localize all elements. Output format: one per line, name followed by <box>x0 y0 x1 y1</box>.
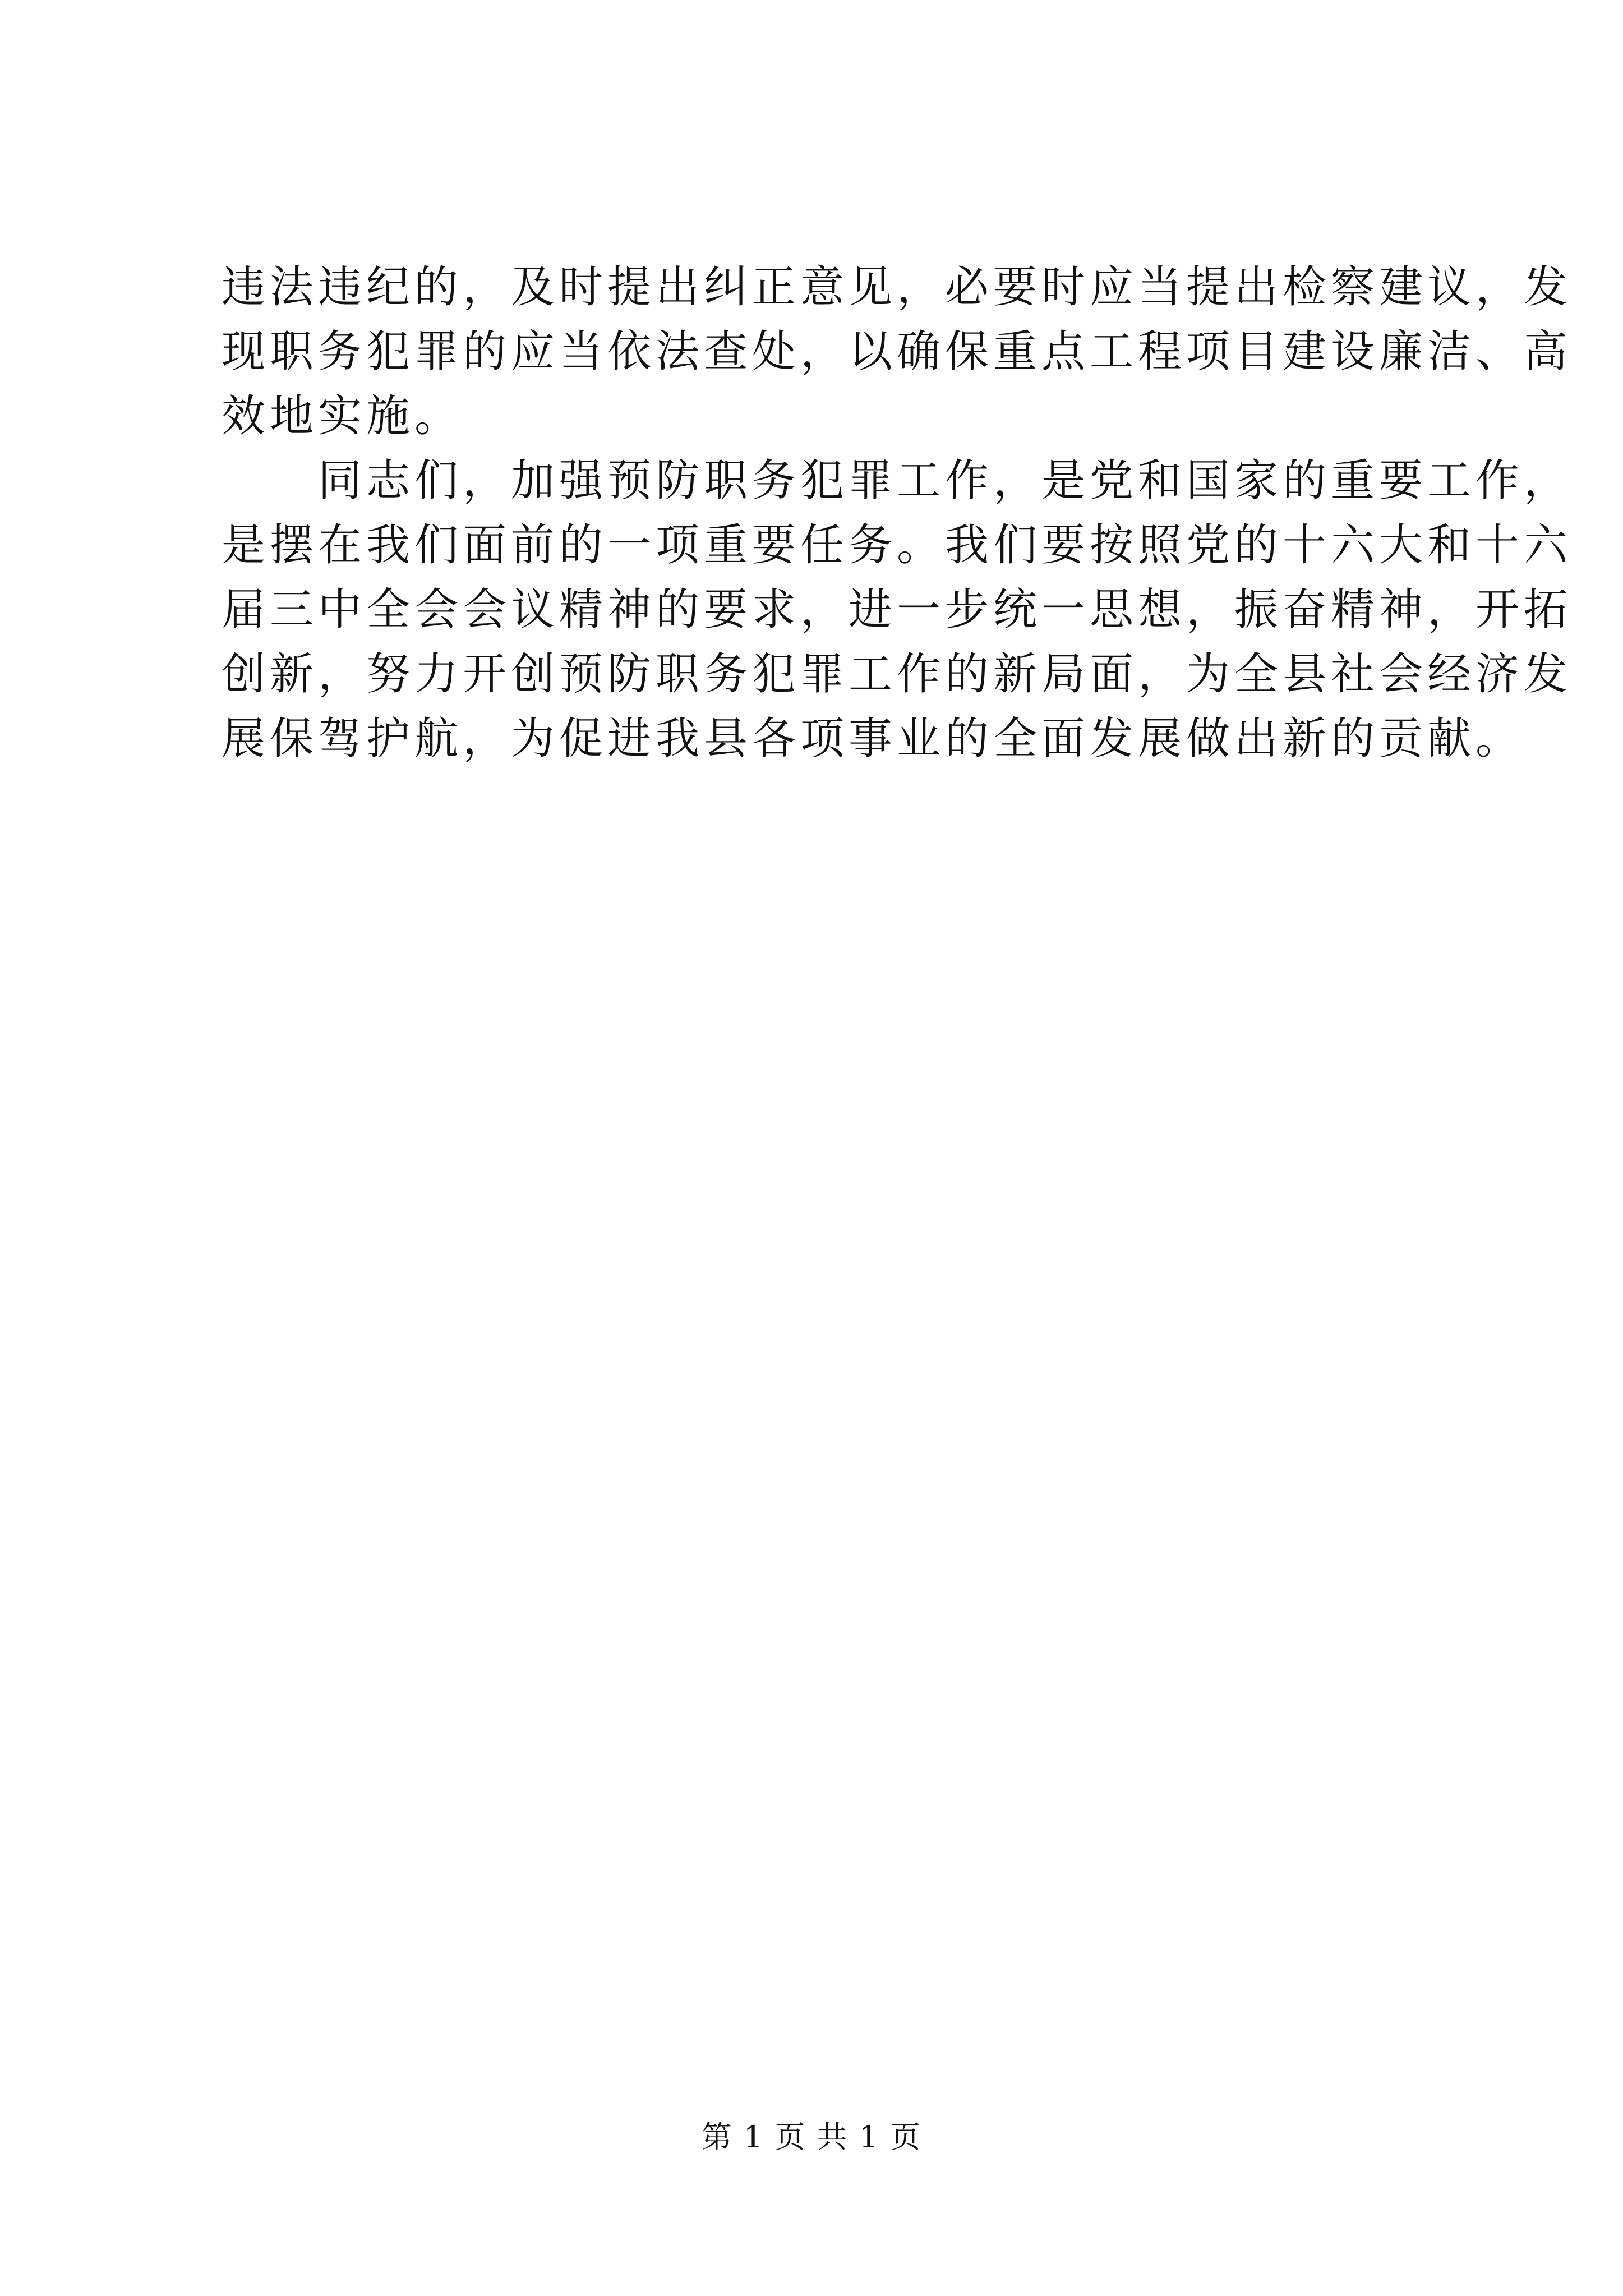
text-line: 展保驾护航，为促进我县各项事业的全面发展做出新的贡献。 <box>222 714 1524 764</box>
text-line: 是摆在我们面前的一项重要任务。我们要按照党的十六大和十六 <box>222 520 1573 570</box>
document-body <box>222 255 1573 771</box>
text-line: 违法违纪的，及时提出纠正意见，必要时应当提出检察建议，发 <box>222 262 1573 312</box>
page-footer: 第 1 页 共 1 页 <box>701 2119 922 2155</box>
text-line: 届三中全会会议精神的要求，进一步统一思想，振奋精神，开拓 <box>222 585 1573 635</box>
text-line: 效地实施。 <box>222 391 463 441</box>
paragraph-2 <box>222 449 1573 771</box>
text-line: 现职务犯罪的应当依法查处，以确保重点工程项目建设廉洁、高 <box>222 326 1573 377</box>
text-line: 同志们，加强预防职务犯罪工作，是党和国家的重要工作， <box>222 455 1573 506</box>
paragraph-1 <box>222 255 1573 449</box>
text-line: 创新，努力开创预防职务犯罪工作的新局面，为全县社会经济发 <box>222 649 1573 700</box>
